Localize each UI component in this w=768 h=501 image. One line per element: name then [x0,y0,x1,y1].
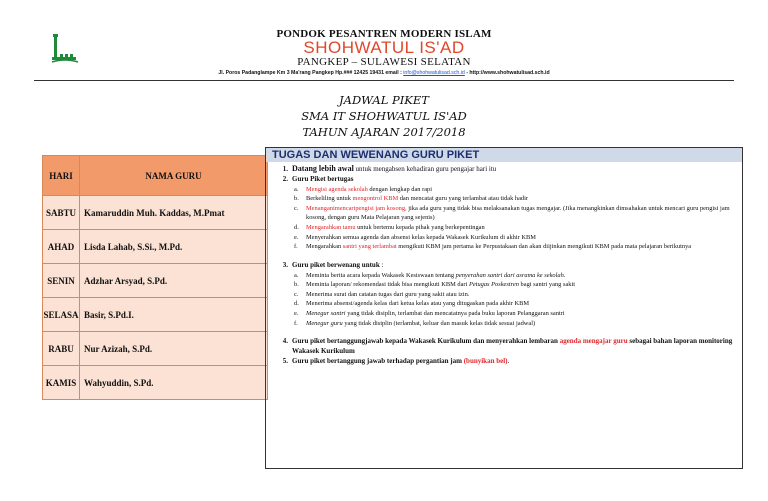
section-heading: Datang lebih awal [292,164,354,173]
duties-box [265,147,743,469]
spacer [272,252,736,261]
section-heading: Guru Piket bertugas [292,174,354,183]
table-row [43,264,268,298]
item-letter: d. [294,300,299,308]
item-text: yang tidak disiplin (terlambat, keluar dan masuk kelas tidak sesuai jadwal) [342,319,536,327]
item-italic: Menegur santri [306,309,346,317]
header-hari: HARI [43,156,80,196]
list-item [272,223,736,233]
day-cell: AHAD [43,230,80,264]
school-line-1: PONDOK PESANTREN MODERN ISLAM [276,28,492,40]
item-text: dan mencatat guru yang terlambat atau tidak hadir [398,195,529,203]
item-text: Menyerahkan semua agenda dan absensi kelas kepada Wakasek Kurikulum di akhir KBM [306,233,536,241]
school-location: PANGKEP – SULAWESI SELATAN [297,56,471,68]
document-titles [0,92,768,140]
section-number: 4. [282,337,288,346]
section-heading: Guru piket bertanggungjawab kepada Wakasek Kurikulum dan menyerahkan lembaran [292,337,560,346]
item-text: dengan lengkap dan rapi [367,185,433,193]
section-number: 1. [282,165,288,173]
name-cell: Lisda Lahab, S.Si., M.Pd. [80,230,268,264]
list-item [272,194,736,204]
item-text: bagi santri yang sakit [518,281,576,289]
section-heading: Guru piket berwenang untuk [292,260,380,269]
duty-section-3 [272,261,736,271]
school-name: SHOHWATUL IS'AD [303,38,465,57]
section-highlight: agenda mengajar guru [559,337,628,346]
duty-section-5 [272,357,736,367]
list-item [272,299,736,309]
name-cell: Adzhar Arsyad, S.Pd. [80,264,268,298]
section-number: 3. [282,260,288,269]
item-italic: Menegur guru [306,319,343,327]
item-text: Menerima absensi/agenda kelas dari ketua kelas atau yang ditugaskan pada akhir KBM [306,300,530,308]
list-item [272,185,736,195]
section-text: : [379,260,384,269]
day-cell: SABTU [43,196,80,230]
list-item [272,271,736,281]
item-italic: penyerahan santri dari asrama ke sekolah. [455,271,566,279]
item-highlight: Menanganimencaripengisi jam kosong, [306,204,407,212]
section-number: 5. [282,356,288,365]
item-letter: a. [294,271,299,279]
duty-section-4 [272,337,736,357]
address-text: Jl. Poros Padanglampe Km 3 Ma'rang Pangkep Hp.### 12425 19431 email : [218,70,404,76]
website-text: - http://www.shohwatulisad.sch.id [464,70,550,76]
table-row [43,298,268,332]
day-cell: SENIN [43,264,80,298]
list-item [272,242,736,252]
item-text: Meminta berita acara kepada Wakasek Kesiswaan tentang [306,271,456,279]
name-cell: Basir, S.Pd.I. [80,298,268,332]
title-line-3: TAHUN AJARAN 2017/2018 [302,125,466,139]
day-cell: KAMIS [43,366,80,400]
list-item [272,290,736,300]
item-text: mengikuti KBM jam pertama ke Perpustakaan dan akan diijinkan mengikuti KBM pada mata pelajaran berikutnya [396,243,692,251]
item-letter: d. [294,223,299,231]
section-heading: Guru piket bertanggung jawab terhadap pergantian jam [292,356,462,365]
title-line-1: JADWAL PIKET [339,93,429,107]
item-text: Menerima surat dan catatan tugas dari guru yang sakit atau izin. [306,290,470,298]
name-cell: Nur Azizah, S.Pd. [80,332,268,366]
item-text: Berkeliling untuk [306,195,353,203]
section-text: sebagai bahan laporan monitoring Wakasek Kurikulum [292,337,733,355]
table-row [43,196,268,230]
list-item [272,204,736,223]
duty-section-2 [272,175,736,185]
day-cell: SELASA [43,298,80,332]
item-highlight: Mengisi agenda sekolah [306,185,368,193]
item-letter: c. [294,290,299,298]
name-cell: Kamaruddin Muh. Kaddas, M.Pmat [80,196,268,230]
list-item [272,309,736,319]
item-highlight: mengontrol KBM [352,195,399,203]
item-letter: b. [294,281,299,289]
table-row [43,366,268,400]
item-letter: a. [294,185,299,193]
item-highlight: santri yang terlambat [342,243,397,251]
table-row [43,332,268,366]
item-text: jika ada guru yang tidak bisa melaksanakan tugas mengajar. (Jika menangkinkan dimsahakan untuk mencari guru pengisi jam kosong, dengan guru Mata Pelajaran yang sejenis) [306,204,730,222]
section-highlight: (bunyikan bel) [461,356,508,365]
schedule-table [42,155,268,400]
item-text: Mengarahkan [306,243,343,251]
item-letter: f. [294,243,298,251]
item-italic: Petugas Poskestren [468,281,519,289]
item-text: Meminta laporan/ rekomendasi tidak bisa mengikuti KBM dari [306,281,469,289]
section-text: . [507,356,510,365]
section-number: 2. [282,174,288,183]
list-item [272,233,736,243]
header-divider [34,80,734,81]
table-header-row [43,156,268,196]
item-highlight: Mengarahkan tamu [306,223,356,231]
table-row [43,230,268,264]
list-item [272,280,736,290]
name-cell: Wahyuddin, S.Pd. [80,366,268,400]
email-link[interactable]: info@shohwatulisad.sch.id [403,70,465,76]
header-nama-guru: NAMA GURU [80,156,268,196]
item-letter: e. [294,309,299,317]
item-text: untuk bertemu kepada pihak yang berkepentingan [355,223,485,231]
spacer [272,328,736,337]
item-text: yang tidak disiplin, terlambat dan mencatatnya pada buku laporan Pelanggaran santri [345,309,565,317]
section-text: untuk mengabsen kehadiran guru pengajar hari itu [353,165,497,173]
item-letter: b. [294,195,299,203]
item-letter: f. [294,319,298,327]
item-letter: e. [294,233,299,241]
duties-title: TUGAS DAN WEWENANG GURU PIKET [266,148,742,162]
duty-section-1 [272,164,736,175]
item-letter: c. [294,204,299,212]
title-line-2: SMA IT SHOHWATUL IS'AD [301,109,467,123]
day-cell: RABU [43,332,80,366]
school-address [0,70,768,76]
list-item [272,319,736,329]
